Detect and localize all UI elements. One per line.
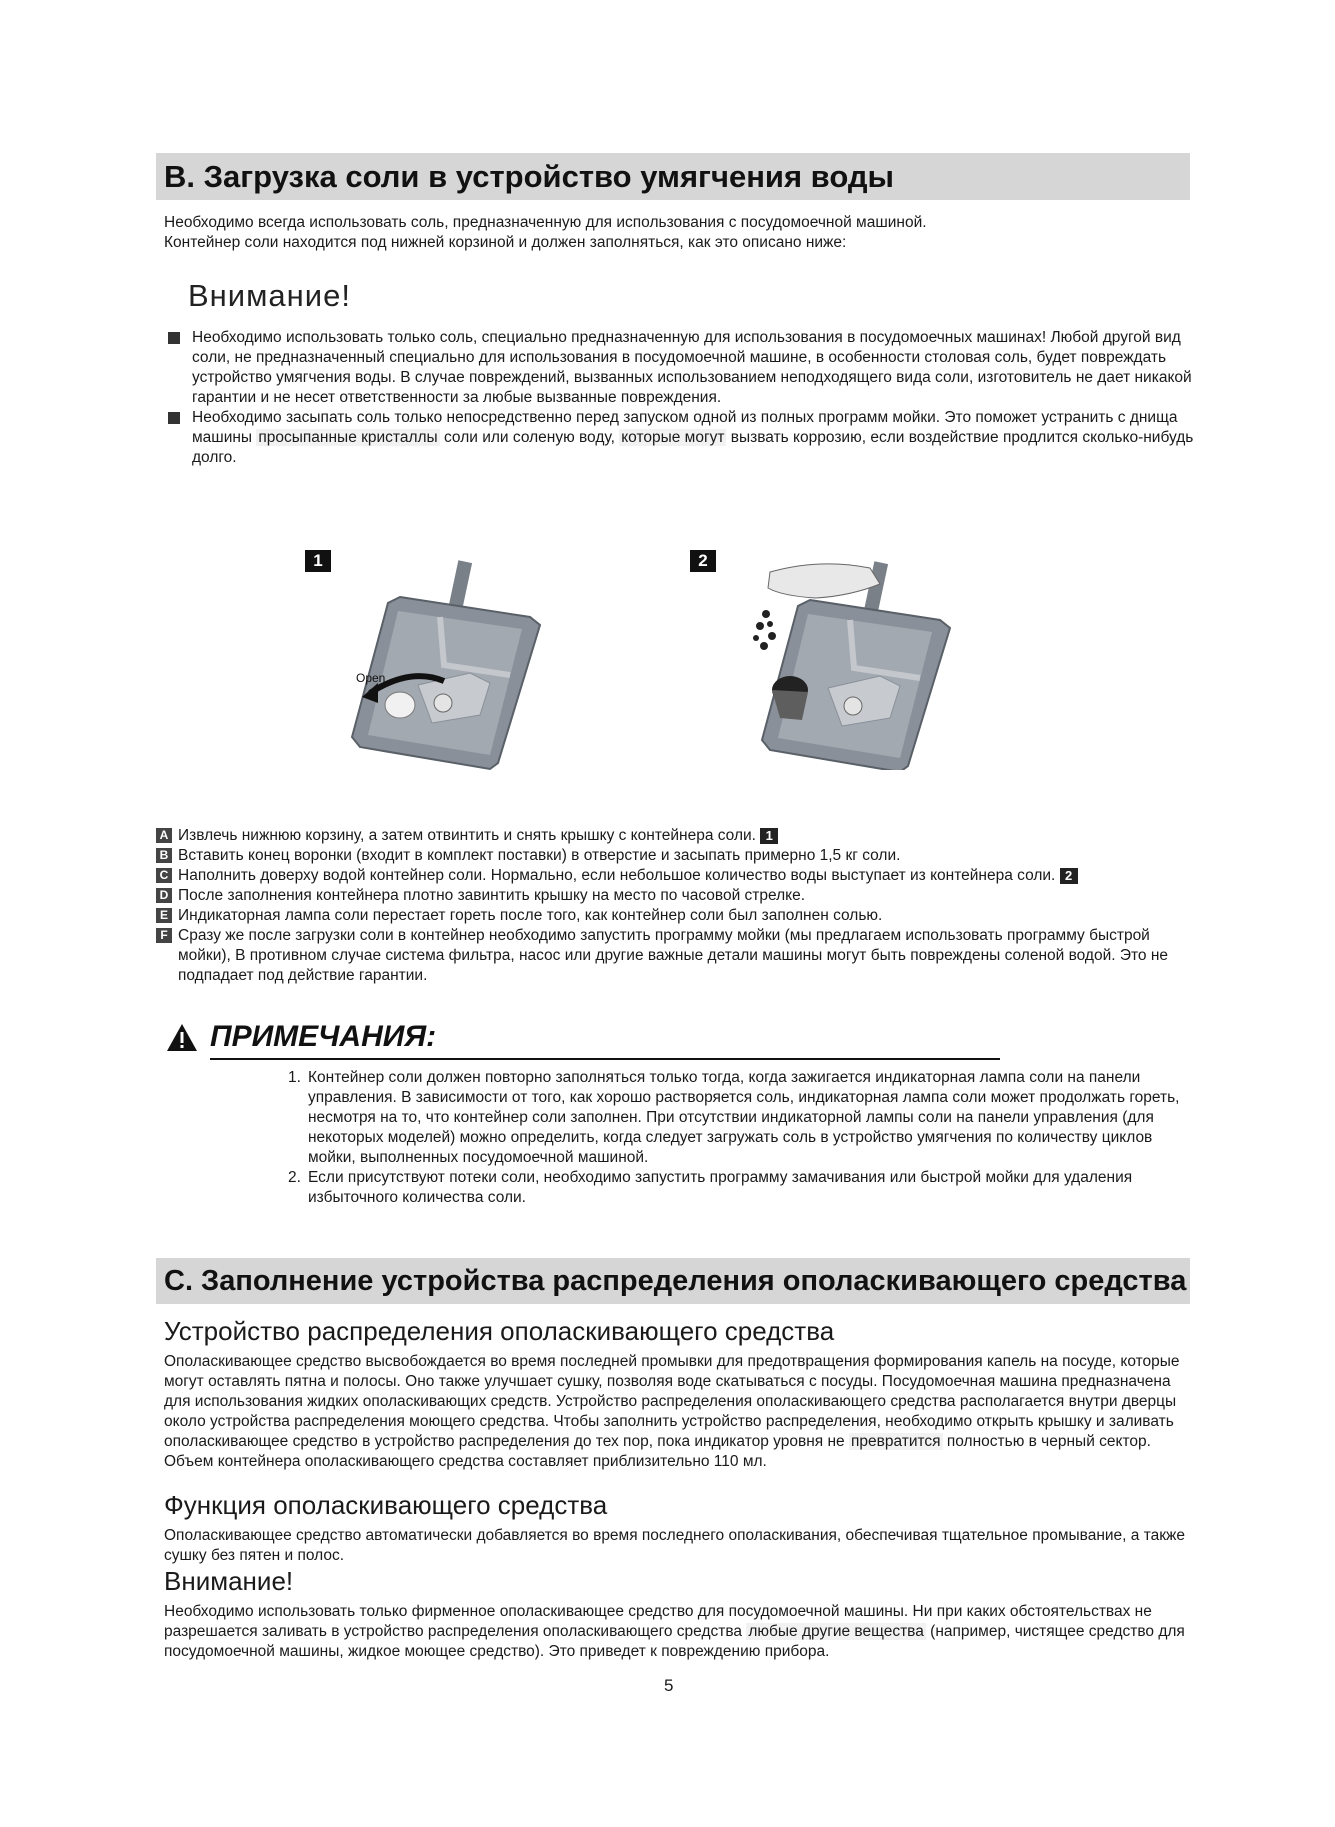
steps-list	[156, 826, 1196, 986]
step-b	[156, 846, 1196, 866]
bullet-salt-type	[164, 328, 1194, 408]
section-b-title: B. Загрузка соли в устройство умягчения воды	[156, 153, 1190, 200]
attention-c-heading: Внимание!	[164, 1566, 294, 1596]
figure-1-open-label: Open	[356, 671, 386, 685]
step-letter: F	[156, 928, 172, 943]
attention-bullets	[164, 328, 1194, 468]
step-letter: C	[156, 868, 172, 883]
page-number: 5	[664, 1676, 674, 1695]
highlight-text: любые другие вещества	[748, 1623, 924, 1640]
step-f	[156, 926, 1196, 986]
step-text: Наполнить доверху водой контейнер соли. Нормально, если небольшое количество воды выступает из контейнера соли.	[178, 867, 1060, 884]
figure-1-salt-container-open	[340, 555, 570, 775]
paragraph-text: (например, чистящее средство для посудомоечной машины, жидкое моющее средство). Это приведет к повреждению прибора.	[164, 1623, 1185, 1660]
paragraph-text: полностью в черный сектор. Объем контейнера ополаскивающего средства составляет приблизительно 110 мл.	[164, 1433, 1151, 1470]
note-number: 1.	[288, 1069, 301, 1086]
step-text: Сразу же после загрузки соли в контейнер необходимо запустить программу мойки (мы предлагаем использовать программу быстрой мойки), В противном случае система фильтра, насос или другие важные детали машины могут быть повреждены соленой водой. Это не подпадает под действие гарантии.	[178, 927, 1169, 984]
rinse-function-paragraph: Ополаскивающее средство автоматически добавляется во время последнего ополаскивания, обеспечивая тщательное промывание, а также сушку без пятен и полос.	[164, 1527, 1186, 1564]
notes-heading	[166, 1020, 436, 1054]
step-text: Индикаторная лампа соли перестает гореть после того, как контейнер соли был заполнен солью.	[178, 907, 883, 924]
figure-1-number: 1	[305, 550, 331, 572]
step-letter: D	[156, 888, 172, 903]
highlight-text: которые могут	[621, 429, 725, 446]
notes-title: ПРИМЕЧАНИЯ:	[210, 1020, 437, 1053]
bullet-text: Необходимо засыпать соль только непосредственно перед запуском одной из полных программ мойки. Это поможет устранить с днища машины	[192, 409, 1178, 446]
note-number: 2.	[288, 1169, 301, 1186]
step-letter: A	[156, 828, 172, 843]
notes-underline	[210, 1058, 1000, 1060]
intro-line-2: Контейнер соли находится под нижней корзиной и должен заполняться, как это описано ниже:	[164, 234, 847, 251]
step-letter: E	[156, 908, 172, 923]
notes-list	[288, 1068, 1193, 1208]
rinse-dispenser-paragraph	[164, 1352, 1194, 1472]
note-text: Контейнер соли должен повторно заполняться только тогда, когда зажигается индикаторная лампа соли на панели управления. В зависимости от того, как хорошо растворяется соль, индикаторная лампа соли может продолжать гореть, несмотря на то, что контейнер соли заполнен. При отсутствии индикаторной лампы соли на панели управления (для некоторых моделей) можно определить, когда следует загружать соль в устройство умягчения по количеству циклов мойки, выполненных посудомоечной машиной.	[308, 1069, 1180, 1166]
bullet-text: вызвать коррозию, если воздействие продлится сколько-нибудь долго.	[192, 429, 1194, 466]
note-1	[288, 1068, 1193, 1168]
figure-2-salt-filling	[720, 540, 980, 770]
bullet-text: соли или соленую воду,	[439, 429, 620, 446]
step-text: Извлечь нижнюю корзину, а затем отвинтить и снять крышку с контейнера соли.	[178, 827, 761, 844]
paragraph-text: Необходимо использовать только фирменное ополаскивающее средство для посудомоечной машины. Ни при каких обстоятельствах не разрешается заливать в устройство распределения ополаскивающего средства	[164, 1603, 1152, 1640]
bullet-square-icon	[168, 412, 180, 424]
step-letter: B	[156, 848, 172, 863]
figure-ref: 1	[760, 828, 778, 844]
step-text: Вставить конец воронки (входит в комплект поставки) в отверстие и засыпать примерно 1,5 кг соли.	[178, 847, 901, 864]
note-2	[288, 1168, 1193, 1208]
note-text: Если присутствуют потеки соли, необходимо запустить программу замачивания или быстрой мойки для удаления избыточного количества соли.	[308, 1169, 1133, 1206]
warning-icon	[166, 1022, 198, 1052]
step-e	[156, 906, 1196, 926]
attention-c-paragraph	[164, 1602, 1194, 1662]
figure-ref: 2	[1060, 868, 1078, 884]
rinse-function-heading: Функция ополаскивающего средства	[164, 1490, 608, 1520]
step-text: После заполнения контейнера плотно завинтить крышку на место по часовой стрелке.	[178, 887, 806, 904]
highlight-text: превратится	[850, 1433, 941, 1450]
paragraph-text: Ополаскивающее средство высвобождается во время последней промывки для предотвращения формирования капель на посуде, которые могут оставлять пятна и полосы. Оно также улучшает сушку, позволяя воде скатываться с посуды. Посудомоечная машина предназначена для использования жидких ополаскивающих средств. Устройство распределения ополаскивающего средства располагается внутри дверцы около устройства распределения моющего средства. Чтобы заполнить устройство распределения, необходимо открыть крышку и заливать ополаскивающее средство в устройство распределения до тех пор, пока индикатор уровня не	[164, 1353, 1180, 1450]
step-a	[156, 826, 1196, 846]
bullet-square-icon	[168, 332, 180, 344]
figure-2-number: 2	[690, 550, 716, 572]
intro-line-1: Необходимо всегда использовать соль, предназначенную для использования с посудомоечной машиной.	[164, 214, 927, 231]
section-c-title: C. Заполнение устройства распределения ополаскивающего средства	[156, 1258, 1190, 1304]
attention-heading: Внимание!	[188, 278, 351, 313]
section-b-intro	[164, 213, 1184, 253]
bullet-text: Необходимо использовать только соль, специально предназначенную для использования в посудомоечных машинах! Любой другой вид соли, не предназначенный специально для использования в посудомоечной машине, в особенности столовая соль, будет повреждать устройство умягчения воды. В случае повреждений, вызванных использованием неподходящего вида соли, изготовитель не дает никакой гарантии и не несет ответственности за любые вызванные повреждения.	[192, 329, 1192, 406]
rinse-dispenser-heading: Устройство распределения ополаскивающего средства	[164, 1316, 835, 1346]
step-d	[156, 886, 1196, 906]
bullet-salt-timing	[164, 408, 1194, 468]
highlight-text: просыпанные кристаллы	[258, 429, 438, 446]
step-c	[156, 866, 1196, 886]
